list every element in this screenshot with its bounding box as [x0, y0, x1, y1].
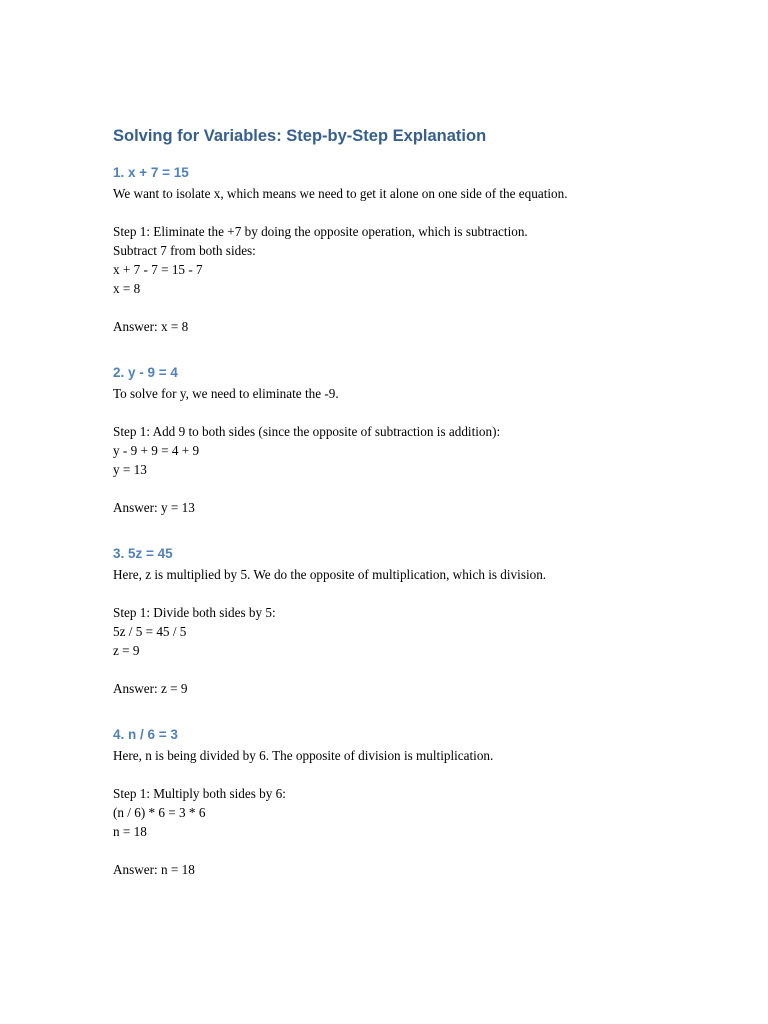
blank-line [113, 203, 713, 222]
work-line: x = 8 [113, 281, 141, 296]
work-line: y - 9 + 9 = 4 + 9 [113, 443, 200, 458]
section-heading: 4. n / 6 = 3 [113, 727, 178, 742]
work-line: 5z / 5 = 45 / 5 [113, 624, 187, 639]
answer-text: Answer: z = 9 [113, 681, 188, 696]
step-text: Step 1: Eliminate the +7 by doing the opposite operation, which is subtraction. [113, 224, 528, 239]
work-line: (n / 6) * 6 = 3 * 6 [113, 805, 206, 820]
answer-text: Answer: y = 13 [113, 500, 195, 515]
answer-text: Answer: x = 8 [113, 319, 189, 334]
document-title: Solving for Variables: Step-by-Step Explanation [113, 127, 487, 145]
section-heading: 3. 5z = 45 [113, 546, 173, 561]
section-3 [113, 544, 713, 698]
document-page [113, 124, 713, 879]
step-text: Step 1: Divide both sides by 5: [113, 605, 276, 620]
section-intro: To solve for y, we need to eliminate the -9. [113, 386, 339, 401]
blank-line [113, 584, 713, 603]
section-4 [113, 725, 713, 879]
section-intro: Here, z is multiplied by 5. We do the opposite of multiplication, which is division. [113, 567, 547, 582]
blank-line [113, 298, 713, 317]
section-heading: 2. y - 9 = 4 [113, 365, 178, 380]
section-heading: 1. x + 7 = 15 [113, 165, 189, 180]
blank-line [113, 403, 713, 422]
answer-text: Answer: n = 18 [113, 862, 195, 877]
section-intro: Here, n is being divided by 6. The opposite of division is multiplication. [113, 748, 494, 763]
blank-line [113, 841, 713, 860]
section-1 [113, 163, 713, 336]
section-2 [113, 363, 713, 517]
step-text: Step 1: Add 9 to both sides (since the opposite of subtraction is addition): [113, 424, 501, 439]
work-line: Subtract 7 from both sides: [113, 243, 256, 258]
section-intro: We want to isolate x, which means we need to get it alone on one side of the equation. [113, 186, 568, 201]
work-line: x + 7 - 7 = 15 - 7 [113, 262, 203, 277]
blank-line [113, 479, 713, 498]
work-line: z = 9 [113, 643, 140, 658]
step-text: Step 1: Multiply both sides by 6: [113, 786, 286, 801]
blank-line [113, 660, 713, 679]
work-line: n = 18 [113, 824, 147, 839]
blank-line [113, 765, 713, 784]
work-line: y = 13 [113, 462, 147, 477]
